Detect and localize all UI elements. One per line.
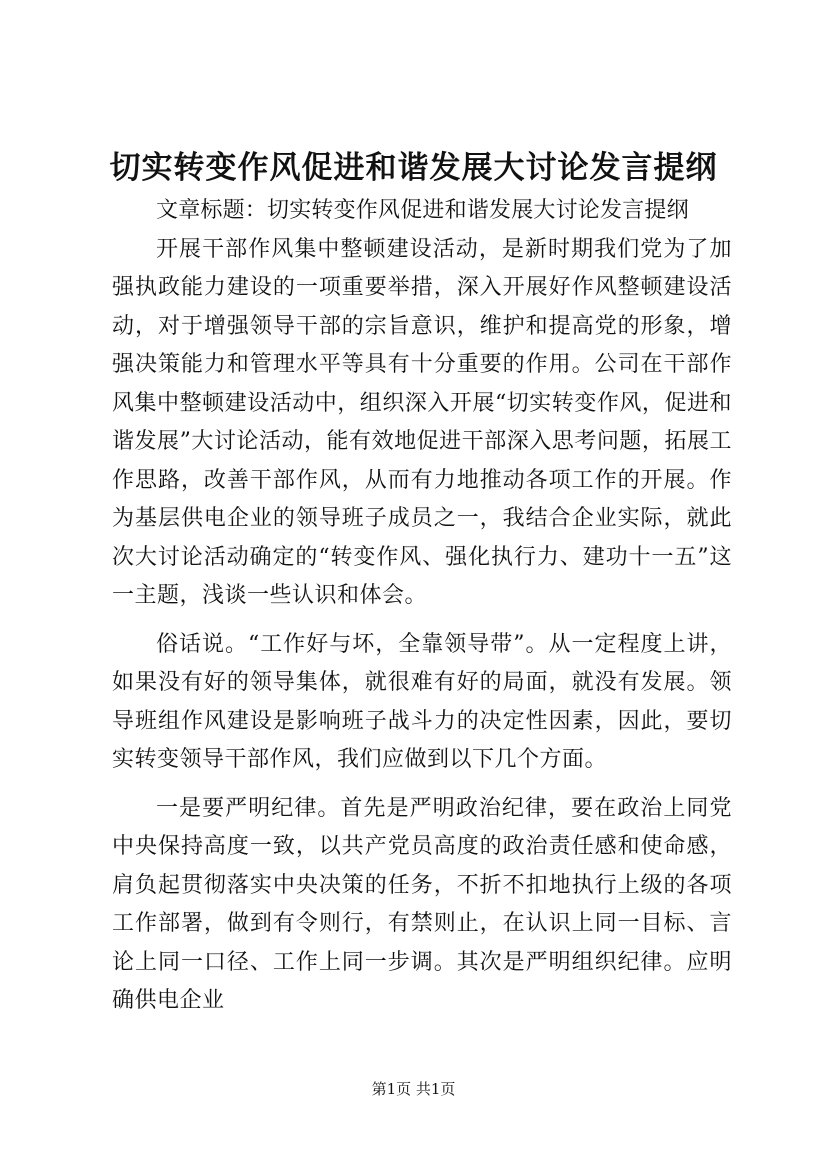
page-footer: 第1页 共1页: [371, 1080, 456, 1098]
paragraph-discipline: 一是要严明纪律。首先是严明政治纪律，要在政治上同党中央保持高度一致，以共产党员高度的政治责任感和使命感，肩负起贯彻落实中央决策的任务，不折不扣地执行上级的各项工作部署，做到有令则行，有禁则止，在认识上同一目标、言论上同一口径、工作上同一步调。其次是严明组织纪律。应明确供电企业: [112, 795, 732, 1013]
article-title-line: 文章标题：切实转变作风促进和谐发展大讨论发言提纲: [156, 198, 689, 223]
document-body: [112, 192, 732, 1021]
paragraph-intro: 开展干部作风集中整顿建设活动，是新时期我们党为了加强执政能力建设的一项重要举措，深入开展好作风整顿建设活动，对于增强领导干部的宗旨意识，维护和提高党的形象，增强决策能力和管理水平等具有十分重要的作用。公司在干部作风集中整顿建设活动中，组织深入开展“切实转变作风，促进和谐发展”大讨论活动，能有效地促进干部深入思考问题，拓展工作思路，改善干部作风，从而有力地推动各项工作的开展。作为基层供电企业的领导班子成员之一，我结合企业实际，就此次大讨论活动确定的“转变作风、强化执行力、建功十一五”这一主题，浅谈一些认识和体会。: [112, 236, 732, 608]
document-title: 切实转变作风促进和谐发展大讨论发言提纲: [109, 150, 718, 186]
paragraph-saying: 俗话说。“工作好与坏，全靠领导带”。从一定程度上讲，如果没有好的领导集体，就很难有好的局面，就没有发展。领导班组作风建设是影响班子战斗力的决定性因素，因此，要切实转变领导干部作风，我们应做到以下几个方面。: [112, 631, 732, 772]
